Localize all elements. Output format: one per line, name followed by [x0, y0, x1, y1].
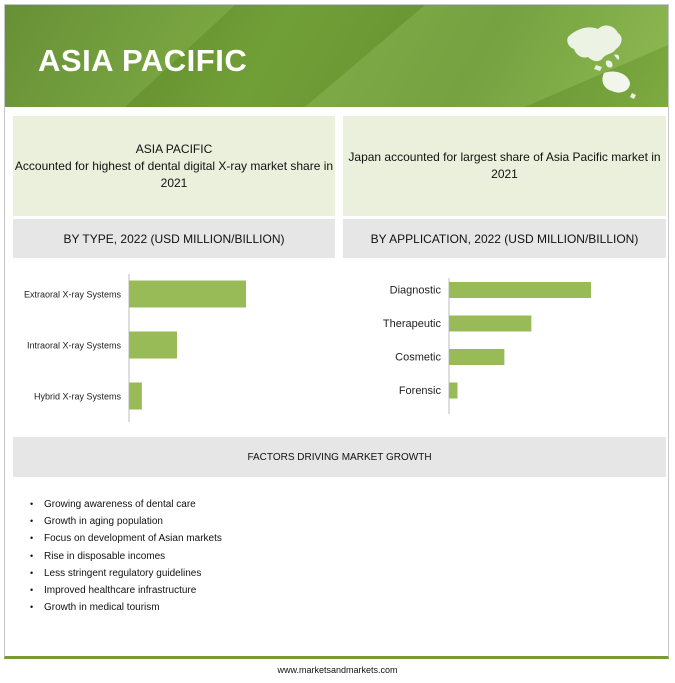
factor-item — [30, 513, 222, 530]
japan-highlight-box — [343, 116, 666, 216]
bar — [449, 316, 531, 332]
factors-list — [30, 496, 222, 616]
bullet-icon: • — [30, 499, 34, 509]
bullet-icon: • — [30, 585, 34, 596]
factor-text: Growth in medical tourism — [44, 602, 160, 614]
footer-url: www.marketsandmarkets.com — [277, 665, 398, 675]
asia-pacific-highlight-box — [13, 116, 335, 216]
bullet-icon: • — [30, 602, 34, 613]
factor-text: Improved healthcare infrastructure — [44, 585, 197, 597]
page-title: ASIA PACIFIC — [38, 43, 248, 78]
factor-item — [30, 530, 222, 547]
by-application-bar-chart — [343, 262, 666, 432]
factor-item — [30, 582, 222, 599]
bullet-icon: • — [30, 516, 34, 527]
category-label: Diagnostic — [389, 284, 441, 297]
bullet-icon: • — [30, 533, 34, 544]
header-banner — [5, 5, 668, 107]
category-label: Cosmetic — [395, 351, 441, 364]
bar — [449, 282, 591, 298]
bullet-icon: • — [30, 567, 34, 578]
highlight-region-text: Accounted for highest of dental digital X-ray market share in 2021 — [14, 158, 334, 190]
highlight-region-label: ASIA PACIFIC — [135, 141, 213, 156]
bar — [129, 281, 246, 308]
factors-header-label: FACTORS DRIVING MARKET GROWTH — [247, 451, 432, 463]
factor-text: Growth in aging population — [44, 516, 163, 528]
factor-item — [30, 496, 222, 513]
bar — [129, 383, 142, 410]
factor-text: Less stringent regulatory guidelines — [44, 567, 202, 579]
category-label: Forensic — [398, 385, 441, 397]
category-label: Hybrid X-ray Systems — [33, 391, 121, 402]
factor-text: Rise in disposable incomes — [44, 550, 166, 562]
by-type-header — [13, 219, 335, 258]
factor-item — [30, 548, 222, 565]
factors-header — [13, 437, 666, 477]
bar — [449, 349, 504, 365]
factor-text: Focus on development of Asian markets — [44, 533, 222, 545]
asia-pacific-map-icon — [558, 15, 638, 100]
japan-highlight-text: Japan accounted for largest share of Asia Pacific market in 2021 — [348, 150, 661, 181]
category-label: Intraoral X-ray Systems — [26, 340, 121, 351]
category-label: Therapeutic — [382, 318, 441, 330]
by-type-bar-chart — [13, 262, 335, 432]
factor-item — [30, 599, 222, 616]
by-application-header — [343, 219, 666, 258]
by-type-header-label: BY TYPE, 2022 (USD MILLION/BILLION) — [63, 231, 285, 246]
bar — [449, 383, 458, 399]
category-label: Extraoral X-ray Systems — [23, 289, 121, 300]
by-application-header-label: BY APPLICATION, 2022 (USD MILLION/BILLION) — [370, 231, 639, 246]
factor-text: Growing awareness of dental care — [44, 499, 196, 510]
bar — [129, 332, 177, 359]
factor-item — [30, 565, 222, 582]
bullet-icon: • — [30, 550, 34, 561]
